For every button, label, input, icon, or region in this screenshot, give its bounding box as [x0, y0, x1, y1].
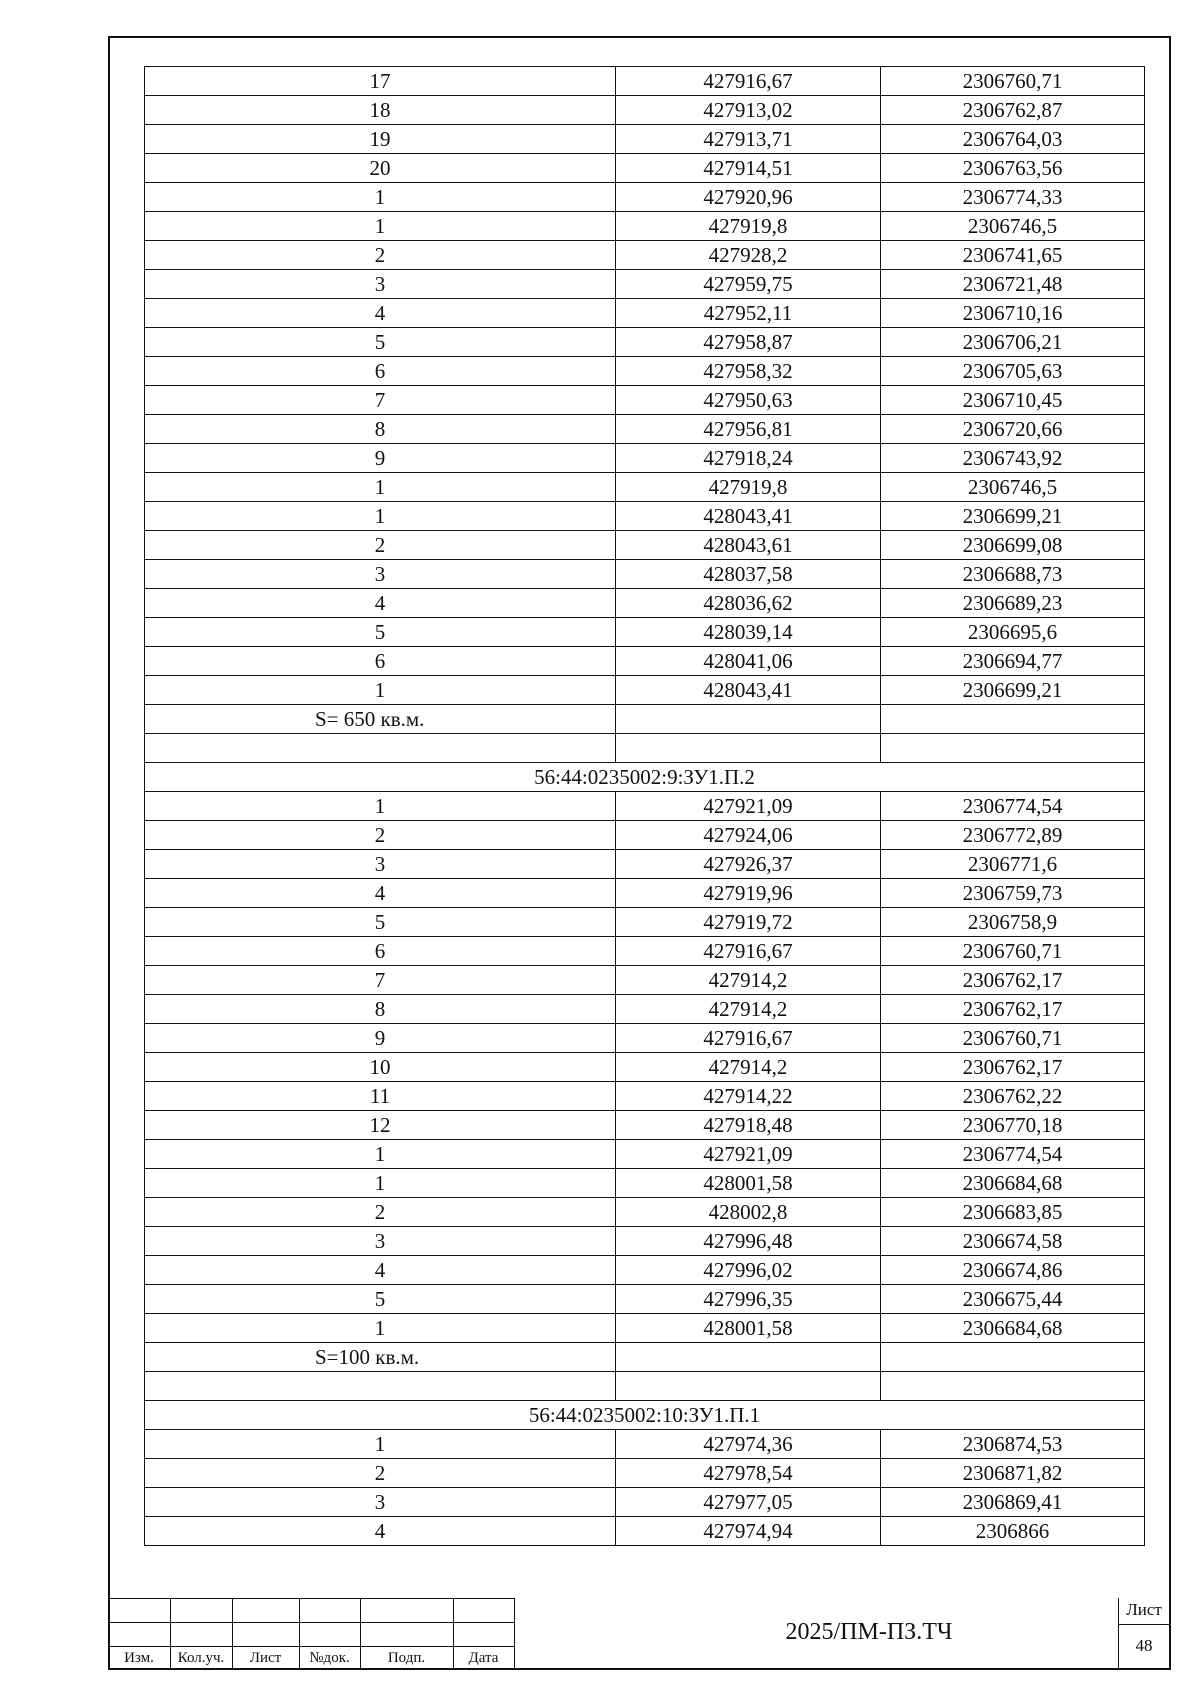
y-coordinate-cell: 2306684,68 [881, 1314, 1145, 1343]
table-row [145, 1082, 1145, 1111]
table-row [145, 560, 1145, 589]
empty-row [145, 1372, 1145, 1401]
table-row [145, 1169, 1145, 1198]
x-coordinate-cell: 427974,36 [616, 1430, 881, 1459]
table-row [145, 1488, 1145, 1517]
area-cell: S=100 кв.м. [145, 1343, 616, 1372]
stamp-label-list: Лист [249, 1650, 282, 1666]
x-coordinate-cell: 427914,22 [616, 1082, 881, 1111]
parcel-heading-row [145, 763, 1145, 792]
x-coordinate-cell: 427914,51 [616, 154, 881, 183]
x-coordinate-cell: 428043,41 [616, 502, 881, 531]
y-coordinate-cell: 2306699,21 [881, 502, 1145, 531]
table-row [145, 328, 1145, 357]
point-number-cell: 8 [145, 995, 616, 1024]
point-number-cell: 2 [145, 821, 616, 850]
table-row [145, 444, 1145, 473]
y-coordinate-cell: 2306874,53 [881, 1430, 1145, 1459]
y-coordinate-cell: 2306746,5 [881, 473, 1145, 502]
table-row [145, 96, 1145, 125]
empty-cell [616, 705, 881, 734]
x-coordinate-cell: 428041,06 [616, 647, 881, 676]
table-row [145, 879, 1145, 908]
y-coordinate-cell: 2306674,58 [881, 1227, 1145, 1256]
y-coordinate-cell: 2306763,56 [881, 154, 1145, 183]
y-coordinate-cell: 2306774,54 [881, 792, 1145, 821]
point-number-cell: 7 [145, 386, 616, 415]
x-coordinate-cell: 427918,24 [616, 444, 881, 473]
point-number-cell: 5 [145, 328, 616, 357]
point-number-cell: 3 [145, 270, 616, 299]
x-coordinate-cell: 428039,14 [616, 618, 881, 647]
empty-cell [881, 705, 1145, 734]
y-coordinate-cell: 2306689,23 [881, 589, 1145, 618]
point-number-cell: 10 [145, 1053, 616, 1082]
table-row [145, 1053, 1145, 1082]
point-number-cell: 7 [145, 966, 616, 995]
empty-cell [616, 1372, 881, 1401]
y-coordinate-cell: 2306705,63 [881, 357, 1145, 386]
table-row [145, 647, 1145, 676]
x-coordinate-cell: 427996,35 [616, 1285, 881, 1314]
point-number-cell: 17 [145, 67, 616, 96]
title-block [108, 1598, 1171, 1670]
point-number-cell: 5 [145, 618, 616, 647]
y-coordinate-cell: 2306710,16 [881, 299, 1145, 328]
empty-cell [145, 734, 616, 763]
empty-cell [616, 1343, 881, 1372]
x-coordinate-cell: 427921,09 [616, 792, 881, 821]
x-coordinate-cell: 427914,2 [616, 1053, 881, 1082]
point-number-cell: 1 [145, 183, 616, 212]
y-coordinate-cell: 2306706,21 [881, 328, 1145, 357]
x-coordinate-cell: 427919,8 [616, 473, 881, 502]
table-row [145, 1024, 1145, 1053]
table-row [145, 821, 1145, 850]
x-coordinate-cell: 428001,58 [616, 1169, 881, 1198]
x-coordinate-cell: 427959,75 [616, 270, 881, 299]
parcel-id-cell: 56:44:0235002:9:ЗУ1.П.2 [145, 763, 1145, 792]
x-coordinate-cell: 427926,37 [616, 850, 881, 879]
point-number-cell: 6 [145, 647, 616, 676]
x-coordinate-cell: 427977,05 [616, 1488, 881, 1517]
y-coordinate-cell: 2306771,6 [881, 850, 1145, 879]
x-coordinate-cell: 427916,67 [616, 1024, 881, 1053]
table-row [145, 67, 1145, 96]
y-coordinate-cell: 2306764,03 [881, 125, 1145, 154]
point-number-cell: 1 [145, 1430, 616, 1459]
y-coordinate-cell: 2306866 [881, 1517, 1145, 1546]
y-coordinate-cell: 2306721,48 [881, 270, 1145, 299]
empty-cell [881, 1372, 1145, 1401]
y-coordinate-cell: 2306762,22 [881, 1082, 1145, 1111]
point-number-cell: 2 [145, 1198, 616, 1227]
table-row [145, 299, 1145, 328]
table-row [145, 125, 1145, 154]
table-row [145, 1111, 1145, 1140]
x-coordinate-cell: 427914,2 [616, 966, 881, 995]
point-number-cell: 4 [145, 1517, 616, 1546]
x-coordinate-cell: 427913,71 [616, 125, 881, 154]
point-number-cell: 5 [145, 1285, 616, 1314]
table-row [145, 1140, 1145, 1169]
y-coordinate-cell: 2306741,65 [881, 241, 1145, 270]
y-coordinate-cell: 2306743,92 [881, 444, 1145, 473]
y-coordinate-cell: 2306720,66 [881, 415, 1145, 444]
x-coordinate-cell: 427958,87 [616, 328, 881, 357]
table-row [145, 792, 1145, 821]
y-coordinate-cell: 2306774,33 [881, 183, 1145, 212]
point-number-cell: 19 [145, 125, 616, 154]
stamp-label-kol-uch: Кол.уч. [177, 1650, 225, 1666]
x-coordinate-cell: 427956,81 [616, 415, 881, 444]
x-coordinate-cell: 428043,61 [616, 531, 881, 560]
empty-row [145, 734, 1145, 763]
point-number-cell: 4 [145, 299, 616, 328]
y-coordinate-cell: 2306684,68 [881, 1169, 1145, 1198]
table-row [145, 589, 1145, 618]
point-number-cell: 4 [145, 589, 616, 618]
y-coordinate-cell: 2306762,17 [881, 995, 1145, 1024]
y-coordinate-cell: 2306699,21 [881, 676, 1145, 705]
y-coordinate-cell: 2306871,82 [881, 1459, 1145, 1488]
point-number-cell: 8 [145, 415, 616, 444]
point-number-cell: 3 [145, 850, 616, 879]
x-coordinate-cell: 427928,2 [616, 241, 881, 270]
stamp-label-data: Дата [468, 1650, 499, 1666]
stamp-label-podp: Подп. [387, 1650, 426, 1666]
x-coordinate-cell: 427916,67 [616, 67, 881, 96]
x-coordinate-cell: 427996,02 [616, 1256, 881, 1285]
y-coordinate-cell: 2306762,87 [881, 96, 1145, 125]
x-coordinate-cell: 427958,32 [616, 357, 881, 386]
point-number-cell: 2 [145, 241, 616, 270]
point-number-cell: 3 [145, 1488, 616, 1517]
area-row [145, 705, 1145, 734]
table-row [145, 1459, 1145, 1488]
table-row [145, 212, 1145, 241]
point-number-cell: 3 [145, 560, 616, 589]
x-coordinate-cell: 427924,06 [616, 821, 881, 850]
x-coordinate-cell: 428001,58 [616, 1314, 881, 1343]
y-coordinate-cell: 2306772,89 [881, 821, 1145, 850]
table-row [145, 1227, 1145, 1256]
x-coordinate-cell: 427914,2 [616, 995, 881, 1024]
x-coordinate-cell: 427974,94 [616, 1517, 881, 1546]
y-coordinate-cell: 2306688,73 [881, 560, 1145, 589]
parcel-heading-row [145, 1401, 1145, 1430]
x-coordinate-cell: 428037,58 [616, 560, 881, 589]
table-row [145, 241, 1145, 270]
table-row [145, 676, 1145, 705]
table-row [145, 473, 1145, 502]
point-number-cell: 1 [145, 792, 616, 821]
x-coordinate-cell: 427920,96 [616, 183, 881, 212]
sheet-label: Лист [1126, 1600, 1162, 1619]
y-coordinate-cell: 2306699,08 [881, 531, 1145, 560]
coordinates-table-body [145, 67, 1145, 1546]
x-coordinate-cell: 427919,72 [616, 908, 881, 937]
y-coordinate-cell: 2306762,17 [881, 966, 1145, 995]
point-number-cell: 4 [145, 1256, 616, 1285]
point-number-cell: 1 [145, 676, 616, 705]
y-coordinate-cell: 2306694,77 [881, 647, 1145, 676]
point-number-cell: 18 [145, 96, 616, 125]
parcel-id-cell: 56:44:0235002:10:ЗУ1.П.1 [145, 1401, 1145, 1430]
empty-cell [616, 734, 881, 763]
table-row [145, 618, 1145, 647]
x-coordinate-cell: 427916,67 [616, 937, 881, 966]
table-row [145, 1314, 1145, 1343]
y-coordinate-cell: 2306774,54 [881, 1140, 1145, 1169]
table-row [145, 357, 1145, 386]
table-row [145, 1517, 1145, 1546]
point-number-cell: 3 [145, 1227, 616, 1256]
table-row [145, 270, 1145, 299]
table-row [145, 1285, 1145, 1314]
stamp-label-izm: Изм. [124, 1650, 154, 1666]
point-number-cell: 1 [145, 502, 616, 531]
point-number-cell: 1 [145, 1169, 616, 1198]
x-coordinate-cell: 428002,8 [616, 1198, 881, 1227]
area-cell: S= 650 кв.м. [145, 705, 616, 734]
point-number-cell: 1 [145, 473, 616, 502]
point-number-cell: 5 [145, 908, 616, 937]
y-coordinate-cell: 2306760,71 [881, 1024, 1145, 1053]
table-row [145, 415, 1145, 444]
x-coordinate-cell: 427950,63 [616, 386, 881, 415]
empty-cell [881, 1343, 1145, 1372]
table-row [145, 154, 1145, 183]
y-coordinate-cell: 2306695,6 [881, 618, 1145, 647]
x-coordinate-cell: 428036,62 [616, 589, 881, 618]
x-coordinate-cell: 427952,11 [616, 299, 881, 328]
y-coordinate-cell: 2306746,5 [881, 212, 1145, 241]
point-number-cell: 2 [145, 531, 616, 560]
x-coordinate-cell: 428043,41 [616, 676, 881, 705]
table-row [145, 1198, 1145, 1227]
y-coordinate-cell: 2306869,41 [881, 1488, 1145, 1517]
point-number-cell: 9 [145, 1024, 616, 1053]
y-coordinate-cell: 2306760,71 [881, 937, 1145, 966]
table-row [145, 386, 1145, 415]
point-number-cell: 4 [145, 879, 616, 908]
y-coordinate-cell: 2306759,73 [881, 879, 1145, 908]
point-number-cell: 1 [145, 1140, 616, 1169]
table-row [145, 183, 1145, 212]
table-row [145, 502, 1145, 531]
y-coordinate-cell: 2306675,44 [881, 1285, 1145, 1314]
point-number-cell: 2 [145, 1459, 616, 1488]
sheet-number: 48 [1135, 1636, 1153, 1655]
table-row [145, 908, 1145, 937]
table-row [145, 937, 1145, 966]
point-number-cell: 9 [145, 444, 616, 473]
area-row [145, 1343, 1145, 1372]
y-coordinate-cell: 2306683,85 [881, 1198, 1145, 1227]
point-number-cell: 1 [145, 212, 616, 241]
y-coordinate-cell: 2306760,71 [881, 67, 1145, 96]
x-coordinate-cell: 427921,09 [616, 1140, 881, 1169]
table-row [145, 531, 1145, 560]
table-row [145, 966, 1145, 995]
stamp-label-ndok: №док. [309, 1650, 350, 1666]
x-coordinate-cell: 427978,54 [616, 1459, 881, 1488]
empty-cell [881, 734, 1145, 763]
table-row [145, 995, 1145, 1024]
point-number-cell: 6 [145, 357, 616, 386]
y-coordinate-cell: 2306758,9 [881, 908, 1145, 937]
y-coordinate-cell: 2306674,86 [881, 1256, 1145, 1285]
x-coordinate-cell: 427919,8 [616, 212, 881, 241]
point-number-cell: 1 [145, 1314, 616, 1343]
coordinates-table [144, 66, 1145, 1546]
x-coordinate-cell: 427918,48 [616, 1111, 881, 1140]
point-number-cell: 12 [145, 1111, 616, 1140]
y-coordinate-cell: 2306710,45 [881, 386, 1145, 415]
point-number-cell: 11 [145, 1082, 616, 1111]
y-coordinate-cell: 2306762,17 [881, 1053, 1145, 1082]
point-number-cell: 6 [145, 937, 616, 966]
table-row [145, 850, 1145, 879]
empty-cell [145, 1372, 616, 1401]
document-code: 2025/ПМ-ПЗ.ТЧ [785, 1619, 953, 1645]
point-number-cell: 20 [145, 154, 616, 183]
table-row [145, 1430, 1145, 1459]
x-coordinate-cell: 427913,02 [616, 96, 881, 125]
table-row [145, 1256, 1145, 1285]
x-coordinate-cell: 427919,96 [616, 879, 881, 908]
y-coordinate-cell: 2306770,18 [881, 1111, 1145, 1140]
x-coordinate-cell: 427996,48 [616, 1227, 881, 1256]
